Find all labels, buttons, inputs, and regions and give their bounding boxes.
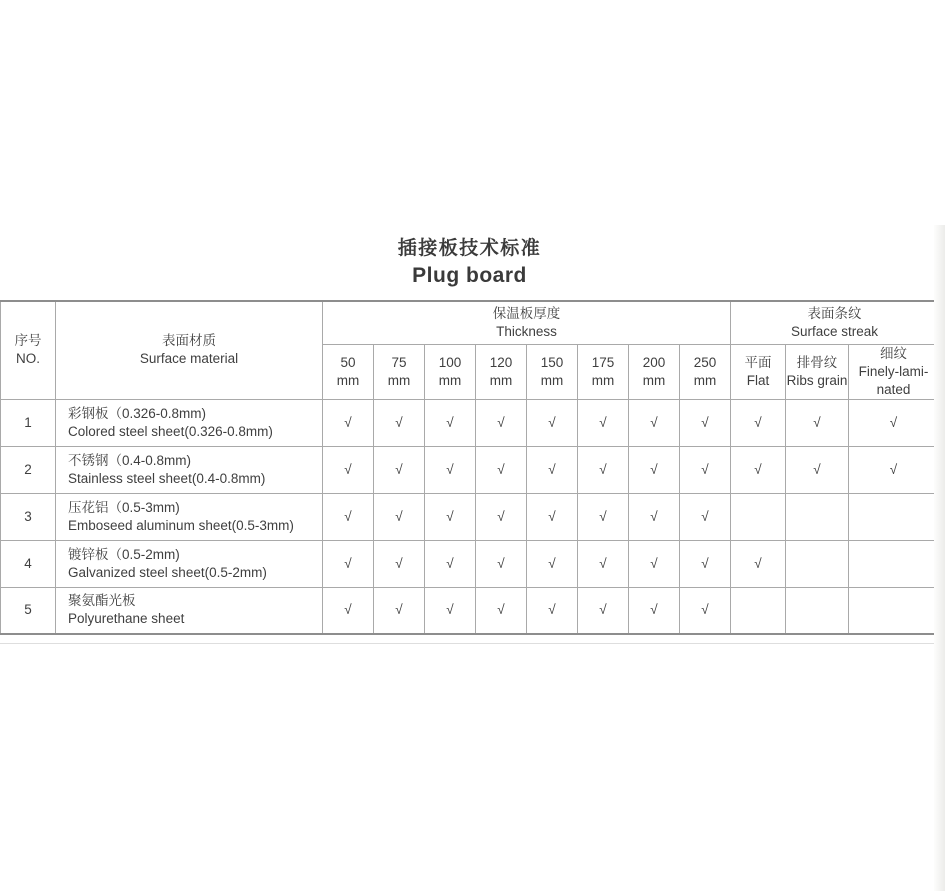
check-cell: √ (476, 587, 527, 634)
row-no: 1 (1, 399, 56, 446)
table-row-stainless-steel (1, 446, 939, 493)
page-edge-shading (934, 225, 945, 891)
material-cell (56, 587, 323, 634)
streak-zh: 平面 (744, 354, 772, 370)
thickness-value: 250 (693, 354, 717, 370)
material-cell (56, 540, 323, 587)
thickness-value: 100 (438, 354, 462, 370)
material-en: Stainless steel sheet(0.4-0.8mm) (68, 470, 266, 486)
col-header-finely-laminated (849, 344, 939, 399)
row-no: 2 (1, 446, 56, 493)
check-cell (849, 540, 939, 587)
thickness-value: 200 (642, 354, 666, 370)
col-header-250mm (680, 344, 731, 399)
streak-en: Ribs grain (786, 372, 848, 388)
check-cell: √ (323, 587, 374, 634)
check-cell: √ (527, 446, 578, 493)
check-cell: √ (786, 399, 849, 446)
check-cell: √ (680, 493, 731, 540)
col-group-thickness (323, 301, 731, 344)
streak-zh: 细纹 (880, 345, 907, 361)
col-header-no-en: NO. (15, 351, 40, 367)
check-cell: √ (323, 493, 374, 540)
check-cell: √ (578, 399, 629, 446)
thickness-unit: mm (387, 372, 411, 388)
check-cell: √ (680, 587, 731, 634)
col-header-200mm (629, 344, 680, 399)
material-zh: 镀锌板（0.5-2mm) (68, 546, 180, 562)
thickness-value: 120 (489, 354, 513, 370)
check-cell: √ (680, 399, 731, 446)
check-cell: √ (578, 493, 629, 540)
material-en: Polyurethane sheet (68, 611, 185, 627)
check-cell: √ (527, 540, 578, 587)
col-header-material-en: Surface material (139, 351, 239, 367)
material-zh: 彩钢板（0.326-0.8mm) (68, 405, 207, 421)
check-cell: √ (476, 540, 527, 587)
material-cell (56, 446, 323, 493)
check-cell: √ (578, 587, 629, 634)
check-cell: √ (374, 587, 425, 634)
check-cell: √ (629, 587, 680, 634)
check-cell: √ (849, 446, 939, 493)
check-cell: √ (323, 399, 374, 446)
thickness-unit: mm (489, 372, 513, 388)
row-no: 3 (1, 493, 56, 540)
material-en: Colored steel sheet(0.326-0.8mm) (68, 423, 273, 439)
thickness-value: 75 (391, 354, 407, 370)
col-header-175mm (578, 344, 629, 399)
col-header-flat (731, 344, 786, 399)
page-title (0, 233, 939, 288)
material-zh: 压花铝（0.5-3mm) (68, 499, 180, 515)
col-group-surface-streak (731, 301, 939, 344)
thickness-unit: mm (642, 372, 666, 388)
table-row-polyurethane (1, 587, 939, 634)
row-no: 4 (1, 540, 56, 587)
check-cell (786, 540, 849, 587)
check-cell: √ (629, 399, 680, 446)
table-row-embossed-aluminum (1, 493, 939, 540)
check-cell: √ (425, 540, 476, 587)
plug-board-spec-table (0, 300, 939, 635)
check-cell: √ (578, 540, 629, 587)
check-cell: √ (680, 446, 731, 493)
header-group-row (1, 301, 939, 344)
check-cell: √ (476, 399, 527, 446)
thickness-unit: mm (540, 372, 564, 388)
table-row-galvanized-steel (1, 540, 939, 587)
check-cell: √ (629, 540, 680, 587)
check-cell: √ (374, 540, 425, 587)
check-cell (849, 587, 939, 634)
check-cell: √ (425, 493, 476, 540)
material-zh: 不锈钢（0.4-0.8mm) (68, 452, 192, 468)
check-cell (786, 587, 849, 634)
check-cell: √ (629, 446, 680, 493)
check-cell: √ (323, 446, 374, 493)
check-cell: √ (731, 446, 786, 493)
material-en: Emboseed aluminum sheet(0.5-3mm) (68, 517, 294, 533)
check-cell: √ (731, 399, 786, 446)
check-cell: √ (849, 399, 939, 446)
check-cell (849, 493, 939, 540)
col-header-surface-material (56, 301, 323, 399)
check-cell: √ (527, 587, 578, 634)
page-title-zh: 插接板技术标准 (397, 238, 542, 259)
check-cell (786, 493, 849, 540)
col-header-120mm (476, 344, 527, 399)
thickness-value: 50 (340, 354, 356, 370)
streak-en: Finely-lami-nated (858, 363, 929, 397)
streak-zh: 排骨纹 (796, 354, 838, 370)
check-cell: √ (374, 399, 425, 446)
page-title-en: Plug board (412, 264, 527, 287)
check-cell: √ (527, 493, 578, 540)
col-group-thickness-zh: 保温板厚度 (492, 305, 561, 321)
check-cell: √ (731, 540, 786, 587)
col-header-75mm (374, 344, 425, 399)
check-cell: √ (374, 446, 425, 493)
col-header-ribs-grain (786, 344, 849, 399)
thickness-unit: mm (591, 372, 615, 388)
col-group-streak-en: Surface streak (790, 323, 879, 339)
check-cell: √ (680, 540, 731, 587)
col-header-150mm (527, 344, 578, 399)
check-cell: √ (323, 540, 374, 587)
check-cell: √ (527, 399, 578, 446)
check-cell: √ (425, 587, 476, 634)
material-zh: 聚氨酯光板 (68, 593, 136, 609)
col-group-thickness-en: Thickness (496, 323, 557, 339)
col-header-50mm (323, 344, 374, 399)
col-header-material-zh: 表面材质 (162, 333, 216, 349)
check-cell: √ (425, 446, 476, 493)
col-header-no-zh: 序号 (14, 333, 42, 349)
thickness-unit: mm (693, 372, 717, 388)
col-header-100mm (425, 344, 476, 399)
check-cell (731, 493, 786, 540)
row-no: 5 (1, 587, 56, 634)
material-cell (56, 493, 323, 540)
check-cell: √ (578, 446, 629, 493)
streak-en: Flat (746, 372, 770, 388)
col-group-streak-zh: 表面条纹 (807, 305, 862, 321)
material-en: Galvanized steel sheet(0.5-2mm) (68, 564, 267, 580)
material-cell (56, 399, 323, 446)
check-cell: √ (425, 399, 476, 446)
check-cell: √ (374, 493, 425, 540)
check-cell (731, 587, 786, 634)
thickness-unit: mm (438, 372, 462, 388)
thickness-value: 175 (591, 354, 615, 370)
thickness-value: 150 (540, 354, 564, 370)
check-cell: √ (476, 493, 527, 540)
check-cell: √ (629, 493, 680, 540)
check-cell: √ (476, 446, 527, 493)
thickness-unit: mm (336, 372, 360, 388)
table-bottom-shadow-line (0, 643, 939, 644)
col-header-no (1, 301, 56, 399)
table-row-colored-steel (1, 399, 939, 446)
check-cell: √ (786, 446, 849, 493)
